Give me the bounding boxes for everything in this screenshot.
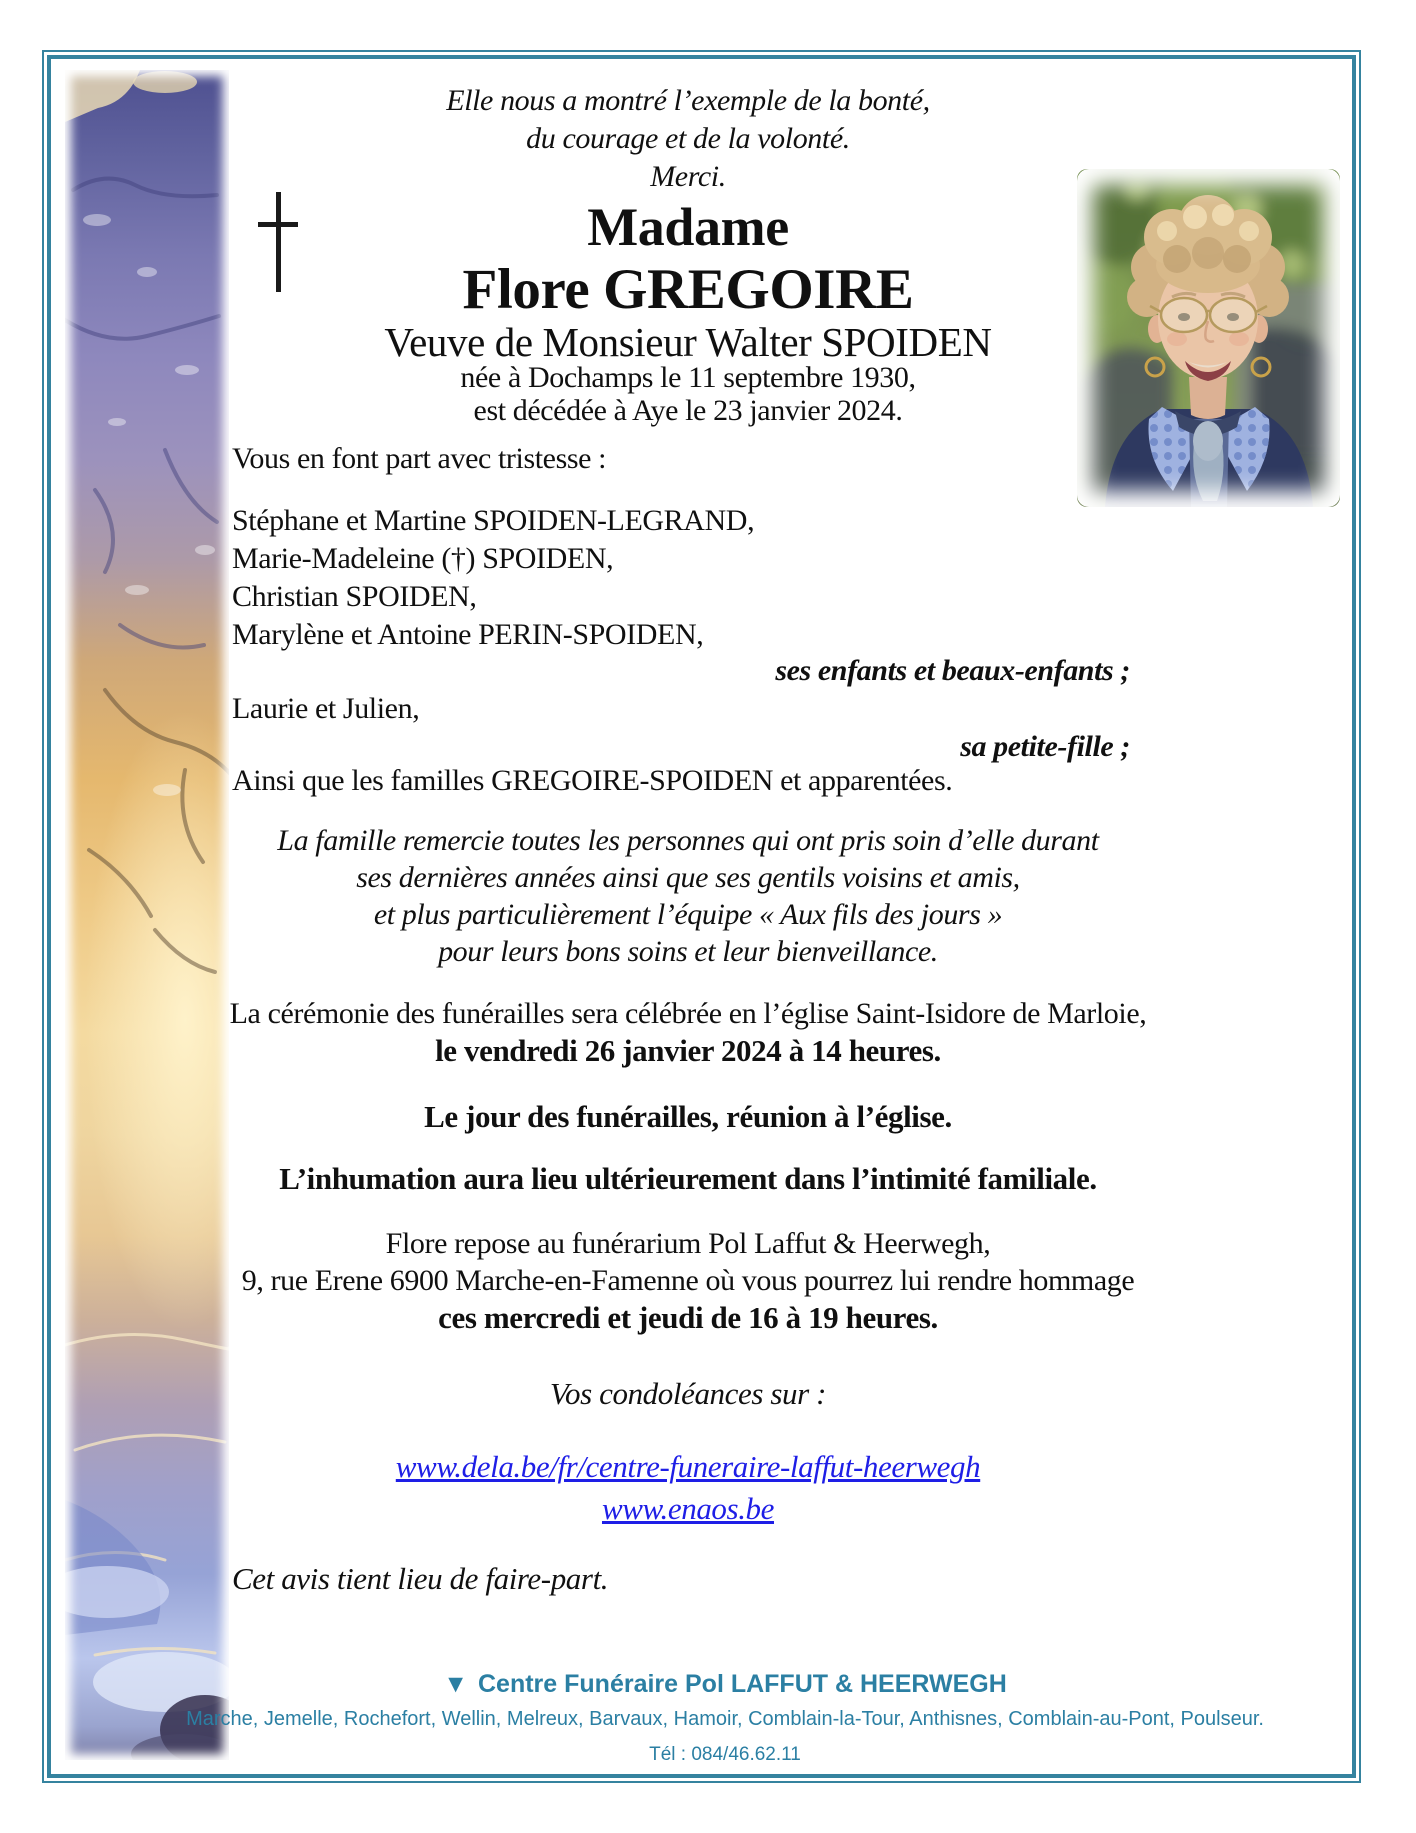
winter-photo-strip <box>65 70 229 1760</box>
funeral-home-name: Centre Funéraire Pol LAFFUT & HEERWEGH <box>477 1670 1007 1698</box>
epigraph-line-1: Elle nous a montré l’exemple de la bonté, <box>446 84 930 117</box>
portrait-image <box>1077 169 1340 507</box>
condolences-link-enaos[interactable]: www.enaos.be <box>601 1491 775 1526</box>
thanks-line: pour leurs bons soins et leur bienveillance. <box>438 935 938 968</box>
portrait-photo <box>1077 169 1340 507</box>
ceremony-line: La cérémonie des funérailles sera célébrée en l’église Saint-Isidore de Marloie, <box>229 997 1147 1030</box>
deceased-birth-line: née à Dochamps le 11 septembre 1930, <box>460 361 916 394</box>
cross-vertical-bar <box>276 192 281 292</box>
thanks-line: et plus particulièrement l’équipe « Aux fils des jours » <box>373 898 1003 931</box>
grandchildren-line: Laurie et Julien, <box>232 692 420 725</box>
list-item: Marylène et Antoine PERIN-SPOIDEN, <box>232 618 704 651</box>
thanks-line: La famille remercie toutes les personnes qui ont pris soin d’elle durant <box>277 824 1099 857</box>
funeral-home-phone: Tél : 084/46.62.11 <box>649 1744 801 1765</box>
card-border-frame <box>47 55 1356 1778</box>
repose-hours: ces mercredi et jeudi de 16 à 19 heures. <box>438 1300 938 1335</box>
repose-line-1: Flore repose au funérarium Pol Laffut & Heerwegh, <box>385 1227 991 1260</box>
burial-line: L’inhumation aura lieu ultérieurement dans l’intimité familiale. <box>279 1161 1097 1196</box>
list-item: Marie-Madeleine (†) SPOIDEN, <box>232 542 614 575</box>
winter-scene-image <box>65 70 229 1760</box>
deceased-title: Madame <box>587 197 789 257</box>
thanks-paragraph <box>277 822 1098 970</box>
notice-line: Cet avis tient lieu de faire-part. <box>232 1561 609 1596</box>
condolences-label: Vos condoléances sur : <box>549 1376 827 1411</box>
announcement-intro: Vous en font part avec tristesse : <box>232 442 607 475</box>
triangle-down-icon: ▼ <box>443 1670 468 1698</box>
funeral-home-header <box>443 1670 1007 1699</box>
children-list <box>232 502 754 654</box>
grandchildren-caption: sa petite-fille ; <box>960 730 1130 763</box>
thanks-line: ses dernières années ainsi que ses gentils voisins et amis, <box>356 861 1020 894</box>
list-item: Christian SPOIDEN, <box>232 580 477 613</box>
meeting-line: Le jour des funérailles, réunion à l’église. <box>424 1099 952 1134</box>
list-item: Stéphane et Martine SPOIDEN-LEGRAND, <box>232 504 755 537</box>
ceremony-date-line: le vendredi 26 janvier 2024 à 14 heures. <box>435 1033 941 1068</box>
cross-icon <box>258 192 298 292</box>
families-line: Ainsi que les familles GREGOIRE-SPOIDEN et apparentées. <box>232 764 953 797</box>
epigraph-line-3: Merci. <box>650 160 726 193</box>
cross-horizontal-bar <box>258 222 298 227</box>
epigraph-line-2: du courage et de la volonté. <box>526 122 850 155</box>
condolences-link-dela[interactable]: www.dela.be/fr/centre-funeraire-laffut-heerwegh <box>395 1449 981 1484</box>
funeral-home-locations: Marche, Jemelle, Rochefort, Wellin, Melreux, Barvaux, Hamoir, Comblain-la-Tour, Anthisnes, Comblain-au-Pont, Poulseur. <box>186 1708 1264 1730</box>
repose-line-2: 9, rue Erene 6900 Marche-en-Famenne où vous pourrez lui rendre hommage <box>241 1264 1135 1297</box>
deceased-widow-line: Veuve de Monsieur Walter SPOIDEN <box>384 319 992 365</box>
deceased-name: Flore GREGOIRE <box>462 258 914 321</box>
children-caption: ses enfants et beaux-enfants ; <box>775 654 1130 687</box>
deceased-death-line: est décédée à Aye le 23 janvier 2024. <box>473 394 903 427</box>
